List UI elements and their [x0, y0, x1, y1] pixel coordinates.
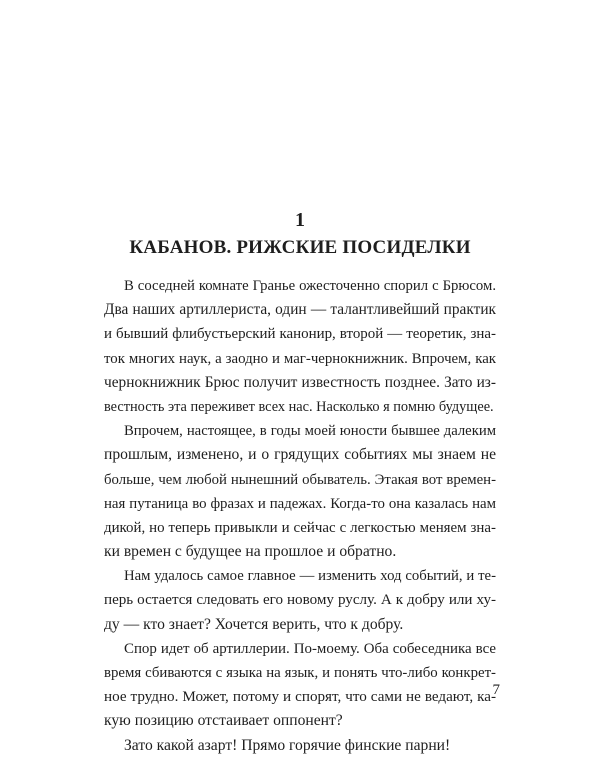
text-line: чернокнижник Брюс получит известность позднее. Зато из-	[104, 373, 496, 391]
text-line: ное трудно. Может, потому и спорят, что сами не ведают, ка-	[104, 689, 496, 706]
text-line: Нам удалось самое главное — изменить ход событий, и те-	[124, 568, 496, 585]
text-line: больше, чем любой нынешний обыватель. Этакая вот времен-	[104, 471, 496, 488]
paragraph	[104, 637, 496, 734]
text-line: В соседней комнате Гранье ожесточенно спорил с Брюсом.	[124, 278, 496, 294]
paragraph	[104, 274, 496, 419]
paragraph	[104, 734, 496, 758]
page-number: 7	[492, 682, 500, 698]
text-line: время сбиваются с языка на язык, и понять что-либо конкрет-	[104, 665, 496, 681]
text-line: кую позицию отстаивает оппонент?	[104, 712, 343, 730]
text-line: Зато какой азарт! Прямо горячие финские парни!	[124, 736, 451, 754]
text-line: Два наших артиллериста, один — талантливейший практик	[104, 301, 496, 319]
text-line: ток многих наук, а заодно и маг-чернокнижник. Впрочем, как	[104, 350, 496, 367]
text-line: вестность эта переживет всех нас. Насколько я помню будущее.	[104, 398, 494, 415]
text-line: Спор идет об артиллерии. По-моему. Оба собеседника все	[124, 640, 496, 657]
text-line: Впрочем, настоящее, в годы моей юности бывшее далеким	[124, 423, 496, 440]
text-line: ная путаница во фразах и падежах. Когда-то она казалась нам	[104, 495, 496, 512]
paragraph	[104, 564, 496, 637]
text-line: ки времен с будущее на прошлое и обратно.	[104, 543, 397, 561]
chapter-number: 1	[295, 209, 305, 231]
chapter-title: КАБАНОВ. РИЖСКИЕ ПОСИДЕЛКИ	[129, 237, 471, 258]
text-line: и бывший флибустьерский канонир, второй — теоретик, зна-	[104, 326, 496, 343]
text-line: прошлым, изменено, и о грядущих событиях мы знаем не	[104, 446, 496, 464]
text-line: перь остается следовать его новому руслу. А к добру или ху-	[104, 592, 496, 609]
body-text	[104, 274, 496, 758]
paragraph	[104, 419, 496, 564]
text-line: ду — кто знает? Хочется верить, что к добру.	[104, 615, 404, 633]
text-line: дикой, но теперь привыкли и сейчас с легкостью меняем зна-	[104, 519, 496, 536]
